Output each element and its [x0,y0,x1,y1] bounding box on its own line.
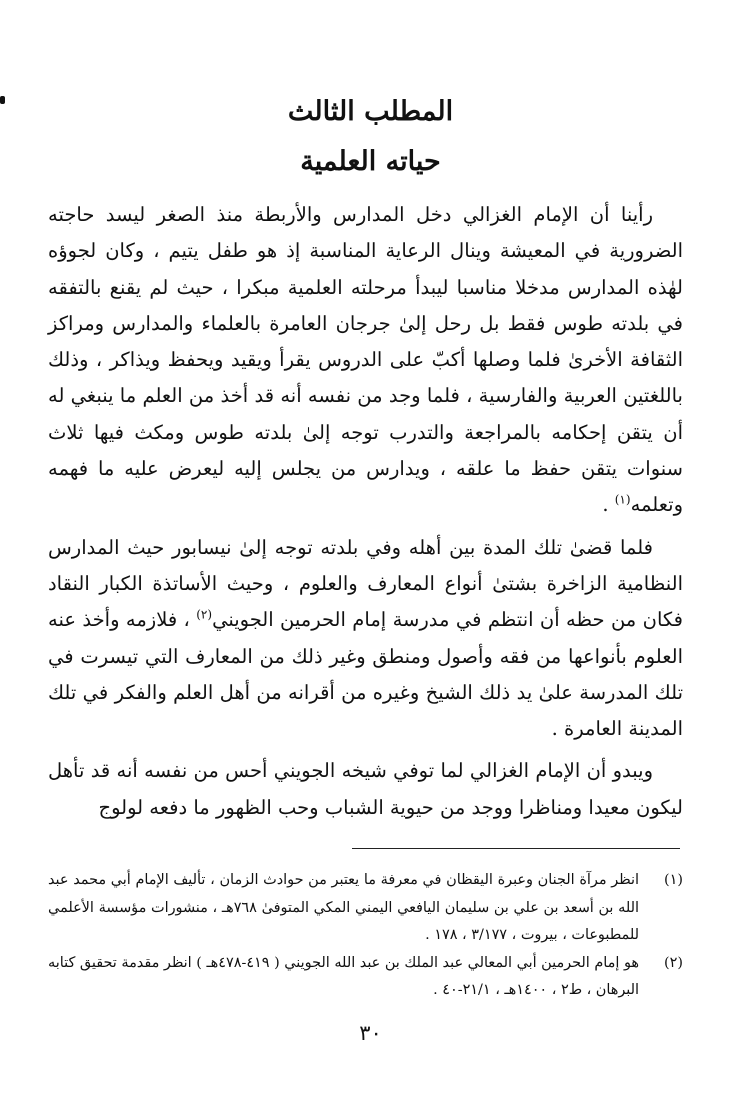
section-title: المطلب الثالث [287,96,454,127]
page-number: ٣٠ [359,1021,382,1045]
paragraph [48,197,683,524]
paragraph-text: ويبدو أن الإمام الغزالي لما توفي شيخه الجويني أحس من نفسه أنه قد تأهل ليكون معيدا ومناظرا ووجد من حيوية الشباب وحب الظهور ما دفعه لولوج [48,759,683,819]
paragraph-text: رأينا أن الإمام الغزالي دخل المدارس والأربطة منذ الصغر ليسد حاجته الضرورية في المعيشة وينال الرعاية المناسبة إذ هو طفل يتيم ، وكان لجوؤه لهٰذه المدارس مدخلا مناسبا ليبدأ مرحلته العلمية مبكرا ، حيث لم يقنع بالتفقه في بلدته طوس فقط بل رحل إلىٰ جرجان العامرة بالعلماء والمدارس ومراكز الثقافة الأخرىٰ فلما وصلها أكبّ على الدروس يقرأ ويقيد ويحفظ ويذاكر ، وذلك باللغتين العربية والفارسية ، فلما وجد من نفسه أنه قد أخذ من العلم ما ينبغي له أن يتقن إحكامه بالمراجعة والتدرب توجه إلىٰ بلدته طوس ومكث فيها ثلاث سنوات يتقن حفظ ما علقه ، ويدارس من يجلس إليه ليعرض عليه ما فهمه وتعلمه [48,203,683,517]
footnote-separator [352,848,680,849]
footnote-number: (٢) [664,954,683,971]
footnote-item [48,950,683,1005]
footnote-text: انظر مرآة الجنان وعبرة اليقظان في معرفة ما يعتبر من حوادث الزمان ، تأليف الإمام أبي محمد عبد الله بن أسعد بن علي بن سليمان اليافعي اليمني المكي المتوفىٰ ٧٦٨هـ ، منشورات مؤسسة الأعلمي للمطبوعات ، بيروت ، ٣/١٧٧ ، ١٧٨ . [48,872,639,943]
paragraph-tail: ، فلازمه وأخذ عنه العلوم بأنواعها من فقه وأصول ومنطق وغير ذلك من المعارف التي تيسرت في تلك المدرسة علىٰ يد ذلك الشيخ وغيره من أقرانه من أهل العلم والفكر في تلك المدينة العامرة . [48,608,683,741]
footnote-text: هو إمام الحرمين أبي المعالي عبد الملك بن عبد الله الجويني ( ٤١٩-٤٧٨هـ ) انظر مقدمة تحقيق كتابه البرهان ، ط٢ ، ١٤٠٠هـ ، ٢١/١-٤٠ . [48,954,639,998]
footnote-ref[interactable]: (٢) [196,607,213,622]
paragraph [48,753,683,826]
body-text [48,197,683,826]
section-subtitle: حياته العلمية [300,146,441,177]
paragraph-tail: . [602,493,615,517]
paragraph [48,530,683,748]
footnote-number: (١) [664,872,683,888]
paragraph-text: فلما قضىٰ تلك المدة بين أهله وفي بلدته توجه إلىٰ نيسابور حيث المدارس النظامية الزاخرة بشتىٰ أنواع المعارف والعلوم ، وحيث الأساتذة الكبار النقاد فكان من حظه أن انتظم في مدرسة إمام الحرمين الجويني [48,535,683,632]
footnotes [48,867,683,1005]
footnote-item [48,867,683,950]
footnote-ref[interactable]: (١) [614,492,631,507]
